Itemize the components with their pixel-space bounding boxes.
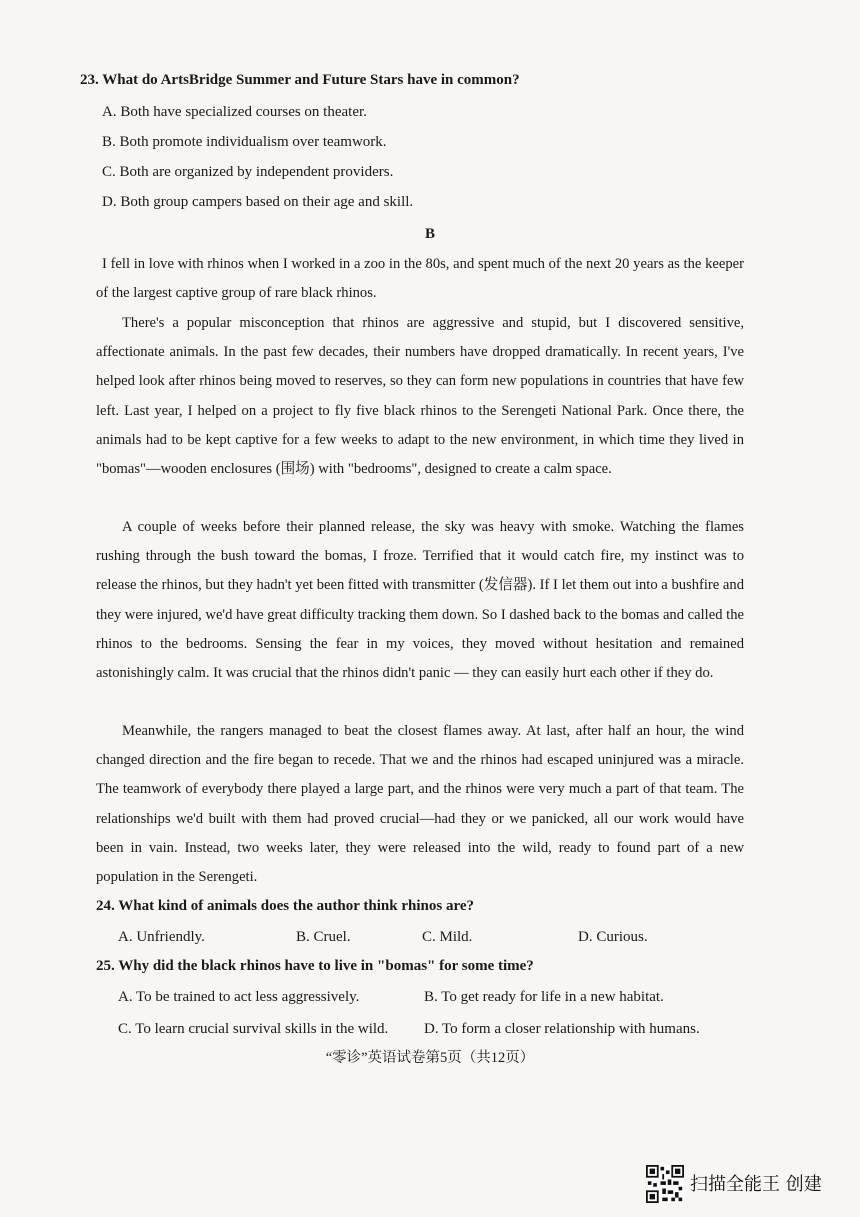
passage-paragraph-2: There's a popular misconception that rhinos are aggressive and stupid, but I discovered sensitive, affectionate animals. In the past few decades, their numbers have dropped dramatically. In recent years, I've helped look after rhinos being moved to reserves, so they can form new populations in countries that have few left. Last year, I helped on a project to fly five black rhinos to the Serengeti National Park. Once there, the animals had to be kept captive for a few weeks to adapt to the new environment, in which time they lived in "bomas"—wooden enclosures (围场) with "bedrooms", designed to create a calm space. [96, 315, 744, 478]
page-footer: “零诊”英语试卷第5页（共12页） [325, 1050, 535, 1066]
passage-paragraph-4: Meanwhile, the rangers managed to beat the closest flames away. At last, after half an hour, the wind changed direction and the fire began to recede. That we and the rhinos had escaped uninjured was a miracle. The teamwork of everybody there played a large part, and the rhinos were very much a part of that team. The relationships we'd built with them had proved crucial—had they or we panicked, all our work would have been in vain. Instead, two weeks later, they were released into the wild, ready to found part of a new population in the Serengeti. [96, 723, 744, 886]
question-23-option-b: B. Both promote individualism over teamwork. [102, 134, 387, 150]
question-23-option-a: A. Both have specialized courses on theater. [102, 104, 367, 120]
question-24-option-d: D. Curious. [578, 929, 648, 945]
passage-paragraph-1: I fell in love with rhinos when I worked in a zoo in the 80s, and spent much of the next 20 years as the keeper of the largest captive group of rare black rhinos. [96, 256, 744, 302]
question-23-stem: 23. What do ArtsBridge Summer and Future Stars have in common? [80, 72, 520, 88]
question-24-stem: 24. What kind of animals does the author think rhinos are? [96, 898, 474, 914]
question-25-stem: 25. Why did the black rhinos have to live in "bomas" for some time? [96, 958, 534, 974]
question-24-option-c: C. Mild. [422, 929, 473, 945]
question-24-option-a: A. Unfriendly. [118, 929, 205, 945]
passage-paragraph-3: A couple of weeks before their planned release, the sky was heavy with smoke. Watching the flames rushing through the bush toward the bomas, I froze. Terrified that it would catch fire, my instinct was to release the rhinos, but they hadn't yet been fitted with transmitter (发信器). If I let them out into a bushfire and they were injured, we'd have great difficulty tracking them down. So I dashed back to the bomas and called the rhinos to the bedrooms. Sensing the fear in my voices, they moved without hesitation and remained astonishingly calm. It was crucial that the rhinos didn't panic — they can easily hurt each other if they do. [96, 519, 744, 682]
question-23-option-c: C. Both are organized by independent providers. [102, 164, 394, 180]
question-25-option-b: B. To get ready for life in a new habitat. [424, 989, 664, 1005]
watermark-text: 扫描全能王 创建 [690, 1174, 822, 1195]
question-25-option-d: D. To form a closer relationship with humans. [424, 1021, 700, 1037]
question-23-option-d: D. Both group campers based on their age and skill. [102, 194, 414, 210]
question-25-option-c: C. To learn crucial survival skills in the wild. [118, 1021, 389, 1037]
qr-code-icon [646, 1165, 684, 1203]
question-24-option-b: B. Cruel. [296, 929, 351, 945]
section-b-heading: B [424, 226, 435, 242]
question-25-option-a: A. To be trained to act less aggressively. [118, 989, 360, 1005]
